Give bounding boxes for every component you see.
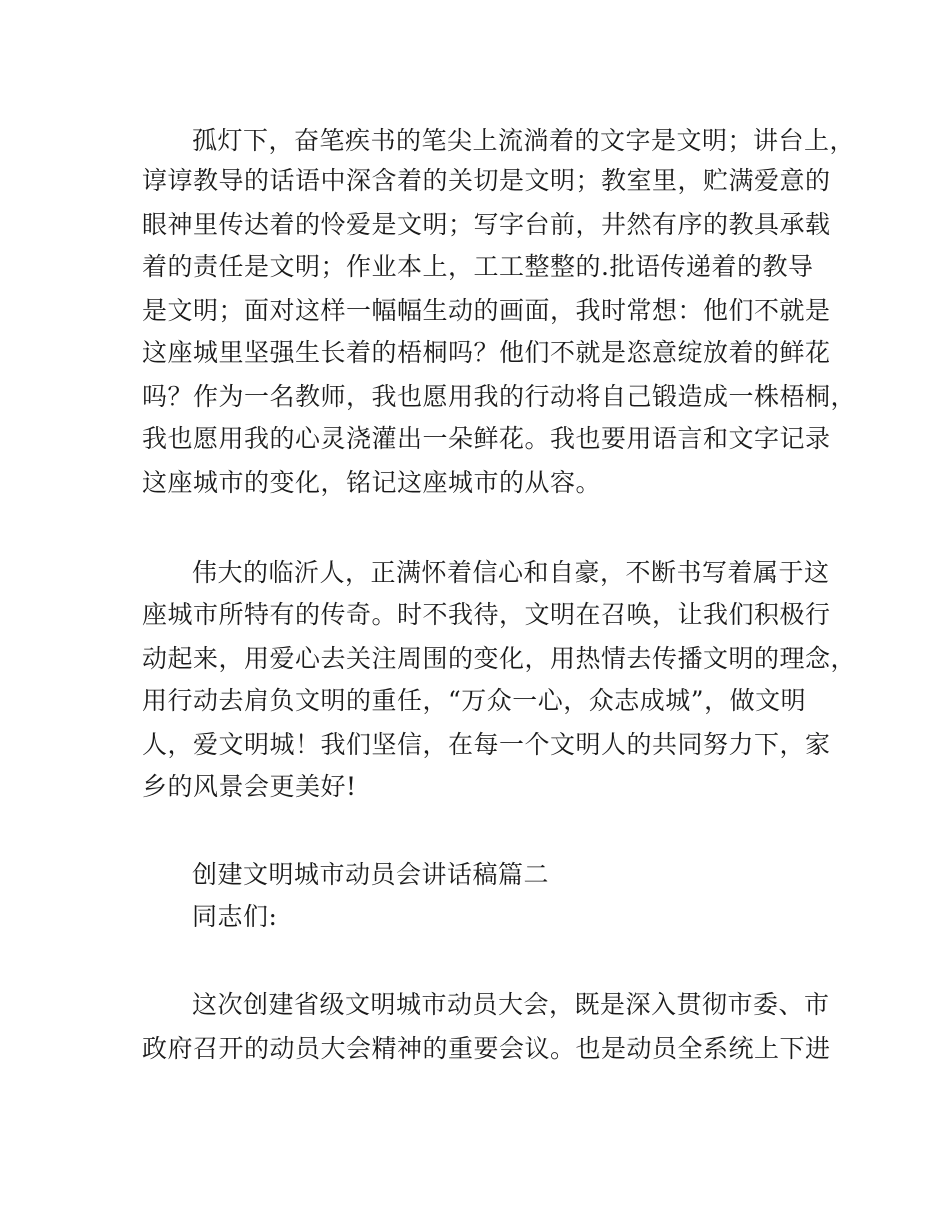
p1-line-9: 这座城市的变化，铭记这座城市的从容。 [142, 468, 602, 497]
p3-line-1: 这次创建省级文明城市动员大会，既是深入贯彻市委、市 [192, 990, 830, 1019]
p2-line-1: 伟大的临沂人，正满怀着信心和自豪，不断书写着属于这 [192, 558, 830, 587]
p2-line-3: 动起来，用爱心去关注周围的变化，用热情去传播文明的理念， [142, 644, 857, 673]
salutation: 同志们: [192, 902, 278, 931]
section-title: 创建文明城市动员会讲话稿篇二 [192, 860, 550, 889]
p1-line-3: 眼神里传达着的怜爱是文明；写字台前，井然有序的教具承载 [142, 210, 831, 239]
p1-line-2: 谆谆教导的话语中深含着的关切是文明；教室里，贮满爱意的 [142, 166, 831, 195]
p2-line-2: 座城市所特有的传奇。时不我待，文明在召唤，让我们积极行 [142, 600, 831, 629]
p1-line-6: 这座城里坚强生长着的梧桐吗？他们不就是恣意绽放着的鲜花 [142, 338, 831, 367]
p2-line-6: 乡的风景会更美好! [142, 772, 357, 801]
p1-line-7: 吗？作为一名教师，我也愿用我的行动将自己锻造成一株梧桐， [142, 382, 857, 411]
p3-line-2: 政府召开的动员大会精神的重要会议。也是动员全系统上下进 [142, 1034, 831, 1063]
p1-line-4: 着的责任是文明；作业本上，工工整整的.批语传递着的教导 [142, 252, 814, 281]
p1-line-8: 我也愿用我的心灵浇灌出一朵鲜花。我也要用语言和文字记录 [142, 424, 831, 453]
p1-line-1: 孤灯下，奋笔疾书的笔尖上流淌着的文字是文明；讲台上， [192, 126, 856, 155]
p2-line-4: 用行动去肩负文明的重任，“万众一心，众志成城”，做文明 [142, 686, 807, 715]
p2-line-5: 人，爱文明城！我们坚信，在每一个文明人的共同努力下，家 [142, 730, 831, 759]
p1-line-5: 是文明；面对这样一幅幅生动的画面，我时常想：他们不就是 [142, 296, 831, 325]
